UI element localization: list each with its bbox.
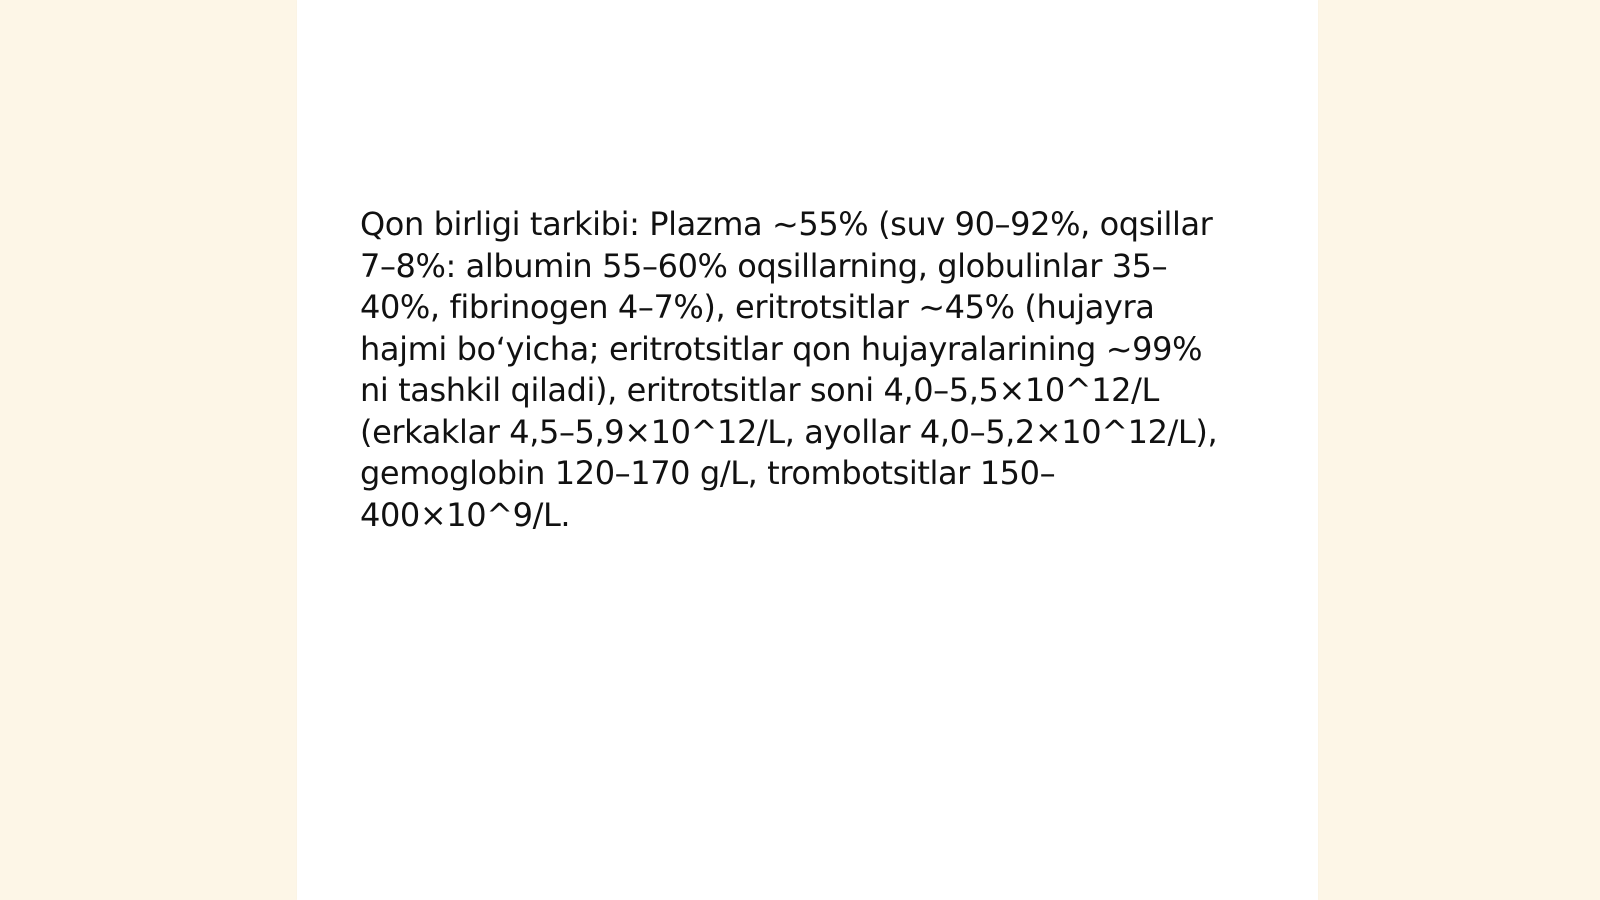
paragraph-line: 40%, fibrinogen 4–7%), eritrotsitlar ~45% (hujayra bbox=[360, 288, 1155, 326]
document-page bbox=[297, 0, 1318, 900]
paragraph-line: ni tashkil qiladi), eritrotsitlar soni 4,0–5,5×10^12/L bbox=[360, 371, 1159, 409]
paragraph-line: 400×10^9/L. bbox=[360, 495, 571, 534]
paragraph-line: (erkaklar 4,5–5,9×10^12/L, ayollar 4,0–5,2×10^12/L), bbox=[360, 412, 1218, 451]
paragraph-line: Qon birligi tarkibi: Plazma ~55% (suv 90–92%, oqsillar bbox=[360, 205, 1213, 243]
paragraph-line: hajmi bo‘yicha; eritrotsitlar qon hujayralarining ~99% bbox=[360, 329, 1203, 368]
paragraph-line: gemoglobin 120–170 g/L, trombotsitlar 150– bbox=[360, 454, 1056, 492]
body-paragraph bbox=[360, 204, 1240, 536]
paragraph-line: 7–8%: albumin 55–60% oqsillarning, globulinlar 35– bbox=[360, 246, 1168, 285]
